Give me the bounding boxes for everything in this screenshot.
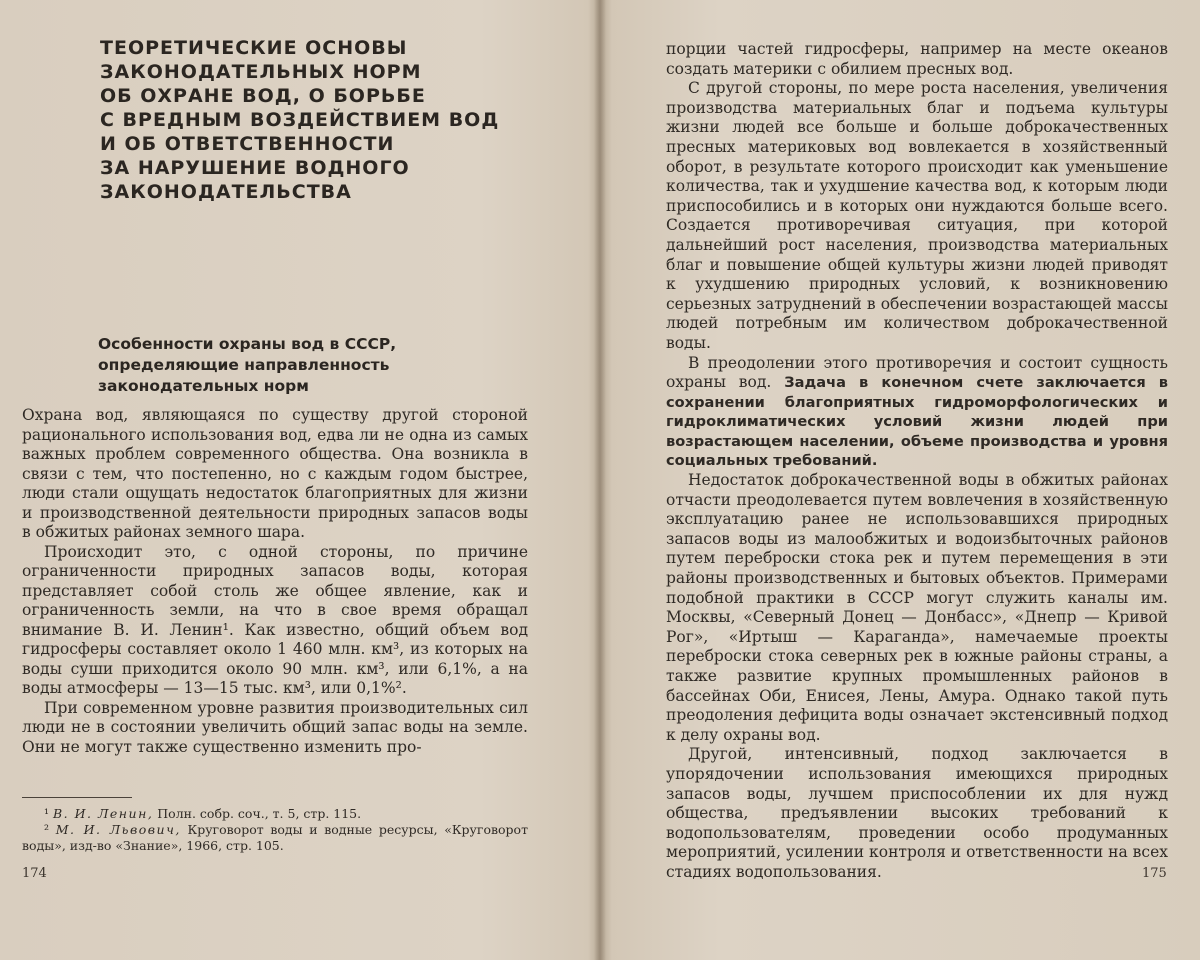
chapter-title-line: ЗА НАРУШЕНИЕ ВОДНОГО	[100, 157, 410, 179]
paragraph: Другой, интенсивный, подход заключается в упорядочении использования имеющихся природных запасов воды, лучшем приспособлении их для нужд общества, предъявлении высоких требований к водопользователям, проведении особо продуманных мероприятий, усилении контроля и ответственности на всех стадиях водопользования.	[666, 745, 1168, 881]
page-number: 174	[22, 866, 47, 881]
paragraph: Недостаток доброкачественной воды в обжитых районах отчасти преодолевается путем вовлечения в хозяйственную эксплуатацию ранее не использовавшихся природных запасов воды из малообжитых и водоизбыточных районов путем переброски стока рек и путем перемещения в эти районы производственных и бытовых объектов. Примерами подобной практики в СССР могут служить каналы им. Москвы, «Северный Донец — Донбасс», «Днепр — Кривой Рог», «Иртыш — Караганда», намечаемые проекты переброски стока северных рек в южные районы страны, а также развитие крупных промышленных районов в бассейнах Оби, Енисея, Лены, Амура. Однако такой путь преодоления дефицита воды означает экстенсивный подход к делу охраны вод.	[666, 471, 1168, 744]
paragraph: При современном уровне развития производительных сил люди не в состоянии увеличить общий запас воды на земле. Они не могут также существенно изменить про-	[22, 698, 528, 756]
footnote-author: В. И. Ленин,	[53, 806, 154, 821]
chapter-title-line: ЗАКОНОДАТЕЛЬНЫХ НОРМ	[100, 61, 422, 83]
paragraph: Охрана вод, являющаяся по существу другой стороной рационального использования вод, едва ли не одна из самых важных проблем современного общества. Она возникла в связи с тем, что постепенно, но с каждым годом быстрее, люди стали ощущать недостаток благоприятных для жизни и производственной деятельности природных запасов воды в обжитых районах земного шара.	[22, 406, 528, 541]
paragraph-text: В преодолении этого противоречия и состоит сущность охраны вод.	[666, 353, 1168, 392]
chapter-title-line: ОБ ОХРАНЕ ВОД, О БОРЬБЕ	[100, 85, 426, 107]
section-title-line: Особенности охраны вод в СССР,	[98, 335, 397, 353]
page-number: 175	[1142, 866, 1167, 881]
footnote-text: Круговорот воды и водные ресурсы, «Круговорот воды», изд-во «Знание», 1966, стр. 105.	[22, 822, 528, 853]
paragraph: С другой стороны, по мере роста населения, увеличения производства материальных благ и подъема культуры жизни людей все больше и больше доброкачественных пресных материковых вод вовлекается в хозяйственный оборот, в результате которого происходит как уменьшение количества, так и ухудшение качества вод, к которым люди приспособились и в которых они нуждаются больше всего. Создается противоречивая ситуация, при которой дальнейший рост населения, производства материальных благ и повышение общей культуры жизни людей приводят к ухудшению природных условий, к возникновению серьезных затруднений в обеспечении возрастающей массы людей потребным им количеством доброкачественной воды.	[666, 79, 1168, 352]
chapter-title-line: С ВРЕДНЫМ ВОЗДЕЙСТВИЕМ ВОД	[100, 109, 500, 131]
footnote	[22, 806, 528, 822]
paragraph: Происходит это, с одной стороны, по причине ограниченности природных запасов воды, которая представляет собой столь же общее явление, как и ограниченность земли, на что в свое время обращал внимание В. И. Ленин¹. Как известно, общий объем вод гидросферы составляет около 1 460 млн. км³, из которых на воды суши приходится около 90 млн. км³, или 6,1%, а на воды атмосферы — 13—15 тыс. км³, или 0,1%².	[22, 542, 528, 697]
footnote-divider	[22, 797, 132, 798]
footnotes	[22, 806, 528, 854]
chapter-title-line: ЗАКОНОДАТЕЛЬСТВА	[100, 181, 352, 203]
chapter-title-line: ТЕОРЕТИЧЕСКИЕ ОСНОВЫ	[100, 37, 408, 59]
chapter-title-line: И ОБ ОТВЕТСТВЕННОСТИ	[100, 133, 395, 155]
right-body-text	[666, 40, 1168, 883]
footnote	[22, 822, 528, 854]
book-gutter	[594, 0, 606, 960]
paragraph	[666, 354, 1168, 472]
emphasized-text: Задача в конечном счете заключается в сохранении благоприятных гидроморфологических и гидроклиматических условий жизни людей при возрастающем населении, объеме производства и уровня социальных требований.	[666, 374, 1168, 470]
section-title	[98, 334, 518, 397]
footnote-text: Полн. собр. соч., т. 5, стр. 115.	[153, 806, 362, 821]
left-page	[0, 0, 594, 960]
footnote-mark: ²	[44, 822, 50, 837]
paragraph: порции частей гидросферы, например на месте океанов создать материки с обилием пресных вод.	[666, 40, 1168, 78]
footnote-mark: ¹	[44, 806, 50, 821]
section-title-line: определяющие направленность	[98, 356, 390, 374]
section-title-line: законодательных норм	[98, 377, 309, 395]
right-page	[606, 0, 1200, 960]
chapter-title	[100, 36, 500, 204]
footnote-author: М. И. Львович,	[55, 822, 181, 837]
left-body-text	[22, 406, 528, 757]
